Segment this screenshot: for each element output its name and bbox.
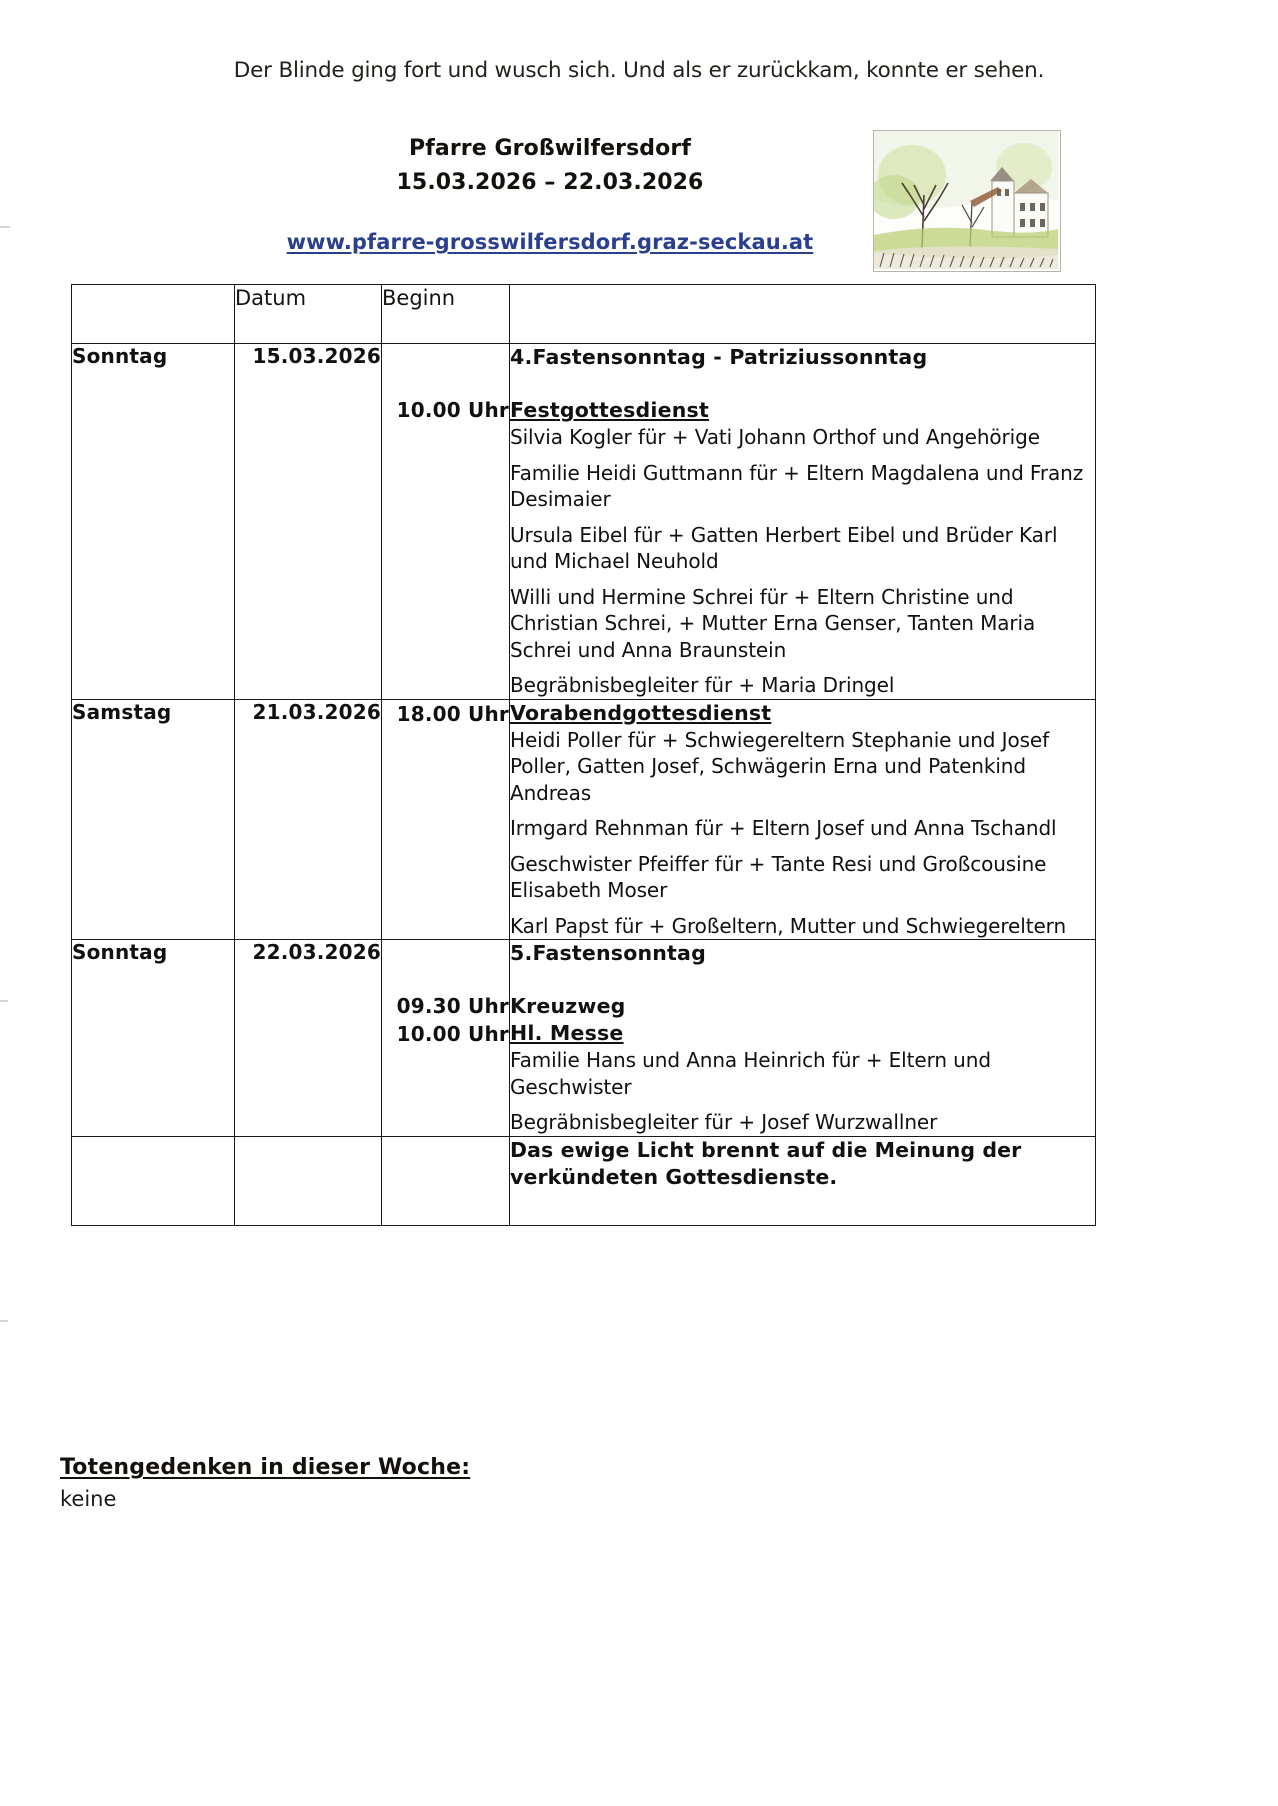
row-time: [382, 1136, 510, 1225]
eternal-light-note: Das ewige Licht brennt auf die Meinung der verkündeten Gottesdienste.: [510, 1137, 1022, 1189]
scan-artifact: [0, 1320, 8, 1322]
footer-body: keine: [60, 1487, 117, 1511]
row-time-value-messe: 10.00 Uhr: [396, 1022, 509, 1046]
church-watercolor-svg: [874, 131, 1058, 269]
scan-artifact: [0, 1000, 8, 1002]
table-row: [72, 940, 1096, 1137]
row-date: 21.03.2026: [235, 699, 382, 940]
row-time: [382, 699, 510, 940]
row-content: [510, 699, 1096, 940]
row-time-value: 10.00 Uhr: [396, 398, 509, 422]
row-day: Sonntag: [72, 344, 235, 700]
intention-item: Silvia Kogler für + Vati Johann Orthof und Angehörige: [510, 425, 1040, 449]
row-time-value: 18.00 Uhr: [396, 701, 509, 726]
date-range: 15.03.2026 – 22.03.2026: [396, 170, 704, 195]
row-time-value-kreuzweg: 09.30 Uhr: [396, 994, 509, 1018]
row-service-name: Hl. Messe: [510, 1021, 624, 1045]
parish-name: Pfarre Großwilfersdorf: [409, 136, 691, 161]
row-service-name: Vorabendgottesdienst: [510, 700, 772, 725]
header-cell-blank: [72, 285, 235, 344]
parish-website-link[interactable]: www.pfarre-grosswilfersdorf.graz-seckau.at: [286, 230, 814, 254]
table-row: [72, 699, 1096, 940]
service-schedule-table: [71, 284, 1096, 1226]
header-cell-content: [510, 285, 1096, 344]
row-title: 5.Fastensonntag: [510, 941, 706, 965]
intention-item: Heidi Poller für + Schwiegereltern Stephanie und Josef Poller, Gatten Josef, Schwägerin Erna und Patenkind Andreas: [510, 727, 1050, 805]
row-day: [72, 1136, 235, 1225]
intention-item: Ursula Eibel für + Gatten Herbert Eibel und Brüder Karl und Michael Neuhold: [510, 522, 1058, 573]
row-date: 15.03.2026: [235, 344, 382, 700]
row-day: Sonntag: [72, 940, 235, 1137]
row-content: [510, 344, 1096, 700]
table-row: [72, 344, 1096, 700]
table-row-note: [72, 1136, 1096, 1225]
row-content: [510, 940, 1096, 1137]
footer-section: [60, 1455, 1060, 1514]
table-header-row: [72, 285, 1096, 344]
scripture-quote: Der Blinde ging fort und wusch sich. Und als er zurückkam, konnte er sehen.: [233, 58, 1045, 83]
intention-item: Willi und Hermine Schrei für + Eltern Christine und Christian Schrei, + Mutter Erna Genser, Tanten Maria Schrei und Anna Braunstein: [510, 584, 1036, 662]
header-cell-beginn: Beginn: [382, 285, 510, 344]
row-time: [382, 940, 510, 1137]
row-service-name: Festgottesdienst: [510, 398, 709, 422]
row-title: 4.Fastensonntag - Patriziussonntag: [510, 345, 928, 369]
header-cell-datum: Datum: [235, 285, 382, 344]
intention-item: Begräbnisbegleiter für + Josef Wurzwallner: [510, 1110, 938, 1134]
intention-item: Irmgard Rehnman für + Eltern Josef und Anna Tschandl: [510, 816, 1057, 840]
row-service-name-kreuzweg: Kreuzweg: [510, 994, 626, 1018]
church-illustration: [873, 130, 1061, 272]
row-content: [510, 1136, 1096, 1225]
row-time: [382, 344, 510, 700]
footer-title: Totengedenken in dieser Woche:: [60, 1455, 471, 1480]
row-day: Samstag: [72, 699, 235, 940]
scan-artifact: [0, 226, 10, 228]
row-date: 22.03.2026: [235, 940, 382, 1137]
row-date: [235, 1136, 382, 1225]
intention-item: Karl Papst für + Großeltern, Mutter und Schwiegereltern: [510, 913, 1067, 938]
intention-item: Familie Hans und Anna Heinrich für + Eltern und Geschwister: [510, 1048, 991, 1099]
intention-item: Geschwister Pfeiffer für + Tante Resi und Großcousine Elisabeth Moser: [510, 851, 1047, 902]
intention-item: Begräbnisbegleiter für + Maria Dringel: [510, 673, 895, 697]
intention-item: Familie Heidi Guttmann für + Eltern Magdalena und Franz Desimaier: [510, 460, 1084, 511]
